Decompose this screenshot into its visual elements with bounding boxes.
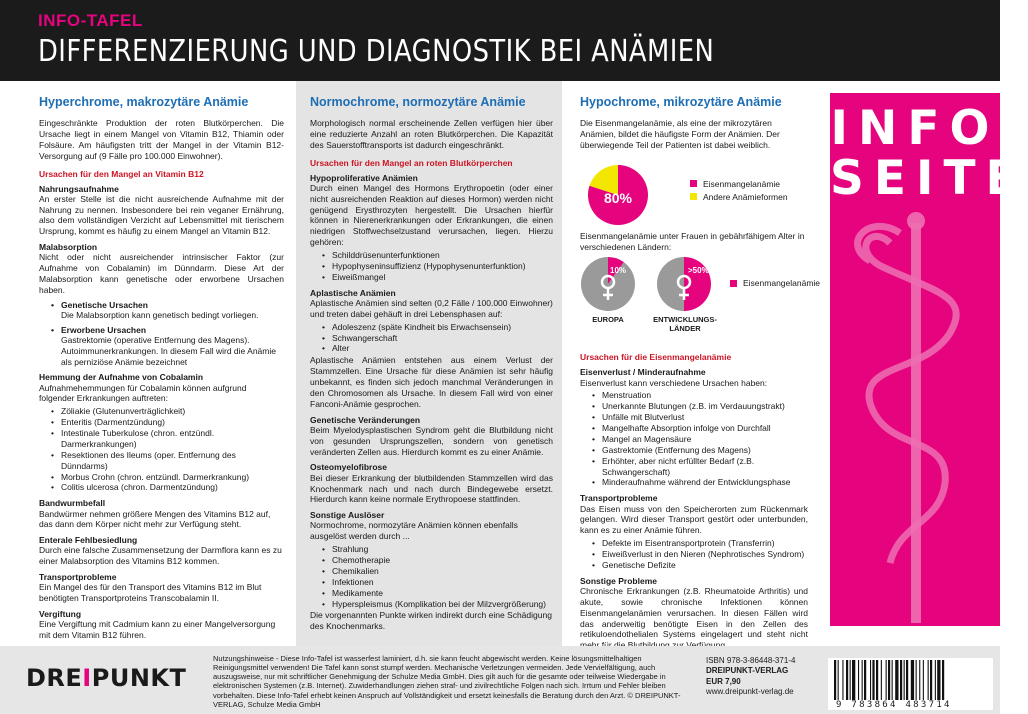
causes-heading: Ursachen für den Mangel an roten Blutkörperchen (310, 157, 513, 168)
info-title-line2: SEITE (830, 151, 1028, 206)
paragraph: Durch einen Mangel des Hormons Erythropoetin (oder einer nicht ausreichenden Reaktion auf dieses Hormon) werden nicht genügend Erysthrozyten hergestellt. Die Ursachen hierfür können in Nierenerkrankungen oder Erkrankungen, die einen niedrigen Stoffwechselzustand verursachen, liegen. Hierzu gehören: (310, 182, 553, 248)
paragraph: Bandwürmer nehmen größere Mengen des Vitamins B12 auf, das dann dem Körper nicht mehr zur Verfügung steht. (39, 508, 271, 530)
barcode-bar (911, 660, 914, 700)
donut-pct: 10% (610, 266, 627, 276)
barcode-bar (930, 660, 932, 700)
barcode-bar (919, 660, 920, 700)
barcode-bar (892, 660, 893, 700)
paragraph: Chronische Erkrankungen (z.B. Rheumatoide Arthritis) und akute, sowie chronische Infektionen können Eisenmangelanämien verursachen. In diesen Fällen wird das anderweitig benötigte Eisen in den Zellen des retikuloendothelialen Systems eingelagert und steht nicht (580, 585, 808, 640)
barcode-bar (862, 660, 863, 700)
paragraph: Beim Myelodysplastischen Syndrom geht die Blutbildung nicht von gesunden Ursprungszellen, sondern von genetisch veränderten Zellen aus. Hierdurch kommt es zu einer Anämie. (310, 424, 553, 457)
barcode-bar (928, 660, 929, 700)
transport-list (580, 538, 808, 571)
list-item: • Chemotherapie (322, 555, 553, 566)
legend-swatch (730, 280, 737, 287)
section-title: Hyperchrome, makrozytäre Anämie (39, 95, 249, 109)
list-item: • Erhöhter, aber nicht erfüllter Bedarf (z.B. Schwangerschaft) (592, 456, 808, 478)
list-item: • Unfälle mit Blutverlust (592, 412, 808, 423)
subheading: Vergiftung (39, 609, 82, 620)
donut-label: ENTWICKLUNGS-LÄNDER (653, 315, 717, 333)
barcode-bar (864, 660, 866, 700)
subheading: Genetische Veränderungen (310, 414, 421, 425)
paragraph: Aplastische Anämien sind selten (0,2 Fälle / 100.000 Einwohner) und treten dabei gehäuft in drei Lebensphasen auf: (310, 297, 553, 319)
paragraph: Aplastische Anämien entstehen aus einem Verlust der Stammzellen. Eine Ursache für diese Anämien ist sehr häufig unbekannt, es finden sich jedoch manchmal Veränderungen in den Chromosomen als Ursache. In diesem Fall wird von einer Fanconi-Anämie gesprochen. (310, 355, 553, 409)
hemmung-list (39, 406, 284, 493)
list-item: • Mangel an Magensäure (592, 434, 808, 445)
paragraph: Nicht oder nicht ausreichender intrinsischer Faktor (zur Aufnahme von Cobalamin) im Dünndarm. Diese Art der Malabsorption kann genetische oder erworbene Ursachen haben. (39, 252, 284, 295)
list-item: • Adoleszenz (späte Kindheit bis Erwachsensein) (322, 322, 553, 333)
publisher-name: DREIPUNKT-VERLAG (706, 666, 789, 676)
list-item: • Hypophyseninsuffizienz (Hypophysenunterfunktion) (322, 261, 553, 272)
barcode-bar (888, 660, 890, 700)
barcode-bar (895, 660, 898, 700)
paragraph: Die vorgenannten Punkte wirken indirekt durch eine Schädigung des Knochenmarks. (310, 610, 552, 632)
logo-suffix: PUNKT (91, 664, 187, 692)
barcode-bar (942, 660, 944, 700)
donut-chart-europa (580, 256, 636, 312)
list-item: • Resektionen des Ileums (oper. Entfernung des Dünndarms) (51, 450, 284, 472)
legend-item (690, 179, 780, 189)
barcode-bar (881, 660, 882, 700)
barcode-bar (937, 660, 940, 700)
subheading: Sonstige Auslöser (310, 510, 385, 521)
country-charts (580, 256, 821, 350)
header (0, 0, 1000, 81)
list-item: • Menstruation (592, 390, 808, 401)
hypo-list (310, 250, 553, 283)
list-item: • Eiweißmangel (322, 272, 553, 283)
info-seite-box (830, 93, 1028, 626)
pie-chart-anemia (580, 159, 808, 231)
list-item: • Schilddrüsenunterfunktionen (322, 250, 553, 261)
subheading: Eisenverlust / Minderaufnahme (580, 367, 706, 378)
column-normochrome (296, 81, 562, 646)
paragraph: Die Malabsorption kann genetisch bedingt vorliegen. (61, 309, 259, 320)
intro-text: Die Eisenmangelanämie, als eine der mikrozytären Anämien, bildet die häufigste Form der Anämien. Der überwiegende Teil der Patienten ist dabei weiblich. (580, 118, 780, 150)
paragraph: Eisenverlust kann verschiedene Ursachen haben: (580, 377, 768, 388)
donut-label: EUROPA (592, 315, 624, 325)
section-title: Hypochrome, mikrozytäre Anämie (580, 95, 782, 109)
aplast-list (310, 322, 553, 355)
intro-text: Morphologisch normal erscheinende Zellen verfügen hier über eine reduzierte Anzahl an roten Blutkörperchen. Die Kapazität des Sauerstofftransports ist dadurch eingeschränkt. (310, 118, 553, 150)
logo-accent: I (82, 664, 92, 692)
intro-text: Eingeschränkte Produktion der roten Blutkörperchen. Die Ursache liegt in einem Mangel von Vitamin B12, Thiamin oder Folsäure. Am häufigsten tritt der Mangel in der Vitamin B12-Versorgung auf (9 Fälle pro 100.000 Einwohner). (39, 118, 284, 161)
column-hyperchrome (0, 81, 296, 646)
list-item: • Infektionen (322, 577, 553, 588)
barcode-bar (872, 660, 874, 700)
usage-notice: Nutzungshinweise - Diese Info-Tafel ist wasserfest laminiert, d.h. sie kann feucht abgewischt werden. Keine lösungsmittelhaltigen Reinigungsmittel verwenden! Die Tafel kann sonst stumpf werden. Mechanische Verletzungen vermeiden. Jede Vervielfältigung, auch auszugsweise, nur mit schriftlicher Genehmigung der Schulze Media GmbH. Dies gilt auch für die gesamte oder teilweise Wiedergabe in elektronischen Systemen (z.B. Internet). Zuwiderhandlungen ziehen straf- und zivilrechtliche Folgen nach sich. Irrtum und Fehler bleiben vorbehalten. Diese Info-Tafel erhebt keinen Anspruch auf Vollständigkeit und ersetzt keinesfalls die Beratung durch den Arzt. © DREIPUNKT-VERLAG, Schulze Media GmbH (213, 654, 681, 709)
barcode-bar (858, 660, 859, 700)
logo-prefix: DRE (26, 664, 83, 692)
paragraph: An erster Stelle ist die nicht ausreichende Aufnahme mit der Nahrung zu nennen. Insbesondere bei rein veganer Ernährung, also dem vollständigen Verzicht auf Lebensmittel mit tierischem Ursprung, kommt es häufig zu einem Mangel an Vitamin B12. (39, 193, 284, 237)
list-item: • Alter (322, 343, 553, 354)
list-item: • Schwangerschaft (322, 333, 553, 344)
barcode-bar (834, 660, 836, 700)
barcode-bar (842, 660, 843, 700)
legend-label: Eisenmangelanämie (743, 278, 821, 289)
subheading: Hypoproliferative Anämien (310, 172, 418, 183)
column-hypochrome (562, 81, 821, 646)
list-item: • Enteritis (Darmentzündung) (51, 417, 284, 428)
legend-item (730, 278, 820, 288)
footer (0, 646, 1000, 714)
barcode-bar (904, 660, 905, 700)
list-item: • Minderaufnahme während der Entwicklungsphase (592, 477, 808, 488)
barcode-bar (852, 660, 855, 700)
list-item: • Strahlung (322, 544, 553, 555)
header-kicker: INFO-TAFEL (38, 11, 143, 30)
legend-swatch (690, 180, 697, 187)
subheading: Enterale Fehlbesiedlung (39, 535, 138, 546)
list-item: • Zöliakie (Glutenunverträglichkeit) (51, 406, 284, 417)
paragraph: Durch eine falsche Zusammensetzung der Darmflora kann es zu einer Malabsorption des Vitamins B12 kommen. (39, 545, 282, 567)
paragraph: Ein Mangel des für den Transport des Vitamins B12 im Blut benötigten Transportproteins Transcobalamin II. (39, 582, 262, 604)
list-item: • Morbus Crohn (chron. entzündl. Darmerkrankung) (51, 472, 284, 483)
list-item: • Eiweißverlust in den Nieren (Nephrotisches Syndrom) (592, 549, 808, 560)
subheading: Hemmung der Aufnahme von Cobalamin (39, 372, 204, 383)
pie-label: 80% (603, 189, 633, 206)
genetic-causes (39, 300, 284, 321)
barcode-bar (870, 660, 871, 700)
dreipunkt-logo (26, 664, 186, 692)
barcode-bar (846, 660, 848, 700)
list-item: • Colitis ulcerosa (chron. Darmentzündung) (51, 482, 284, 493)
pie-slice-sonstige (657, 257, 684, 311)
publisher-url: www.dreipunkt-verlag.de (706, 687, 794, 697)
barcode-digits: 9 783864 483714 (836, 700, 952, 710)
pie-chart-svg (588, 159, 668, 231)
legend-label: Eisenmangelanämie (703, 178, 781, 189)
legend-label: Andere Anämieformen (703, 191, 788, 202)
list-item: • Genetische Defizite (592, 560, 808, 571)
paragraph: Normochrome, normozytäre Anämien können ebenfalls ausgelöst werden durch ... (310, 520, 518, 542)
acquired-causes (39, 325, 284, 368)
isbn: ISBN 978-3-86448-371-4 (706, 656, 796, 665)
barcode-bar (876, 660, 878, 700)
pie-slice-sonstige (581, 257, 635, 311)
subheading: Transportprobleme (39, 572, 117, 583)
paragraph: Bei dieser Erkrankung der blutbildenden Stammzellen wird das Knochenmark nach und nach durch Bindegewebe ersetzt. Hierdurch kann keine normale Erythropoese stattfinden. (310, 472, 553, 505)
subheading: Transportprobleme (580, 493, 658, 504)
subheading: Aplastische Anämien (310, 287, 396, 298)
section-title: Normochrome, normozytäre Anämie (310, 95, 526, 109)
causes-heading: Ursachen für den Mangel an Vitamin B12 (39, 168, 204, 179)
legend-item (690, 192, 788, 202)
donut-chart-entwicklungslaender (656, 256, 712, 312)
donut-pct: >50% (688, 266, 709, 276)
barcode-bar (838, 660, 839, 700)
list-item: • Defekte im Eisentransportprotein (Transferrin) (592, 538, 808, 549)
list-item: • Medikamente (322, 588, 553, 599)
bullet-heading: • Erworbene Ursachen (51, 325, 284, 335)
subheading: Osteomyelofibrose (310, 462, 387, 473)
barcode-bar (935, 660, 936, 700)
paragraph: Aufnahmehemmungen für Cobalamin können aufgrund folgender Erkrankungen auftreten: (39, 382, 247, 404)
list-item: • Chemikalien (322, 566, 553, 577)
donut-intro: Eisenmangelanämie unter Frauen in gebährfähigem Alter in verschiedenen Ländern: (580, 230, 805, 252)
barcode-bar (916, 660, 917, 700)
list-item: • Mangelhafte Absorption infolge von Durchfall (592, 423, 808, 434)
bullet-heading: • Genetische Ursachen (51, 300, 284, 310)
barcode-bar (850, 660, 851, 700)
info-title-line1: INFO (830, 101, 1000, 156)
legend-swatch (690, 193, 697, 200)
paragraph: Eine Vergiftung mit Cadmium kann zu einer Mangelversorgung mit dem Vitamin B12 führen. (39, 619, 276, 641)
barcode-bar (923, 660, 924, 700)
barcode-bar (900, 660, 902, 700)
verlust-list (580, 390, 808, 488)
subheading: Nahrungsaufnahme (39, 183, 119, 194)
causes-heading: Ursachen für die Eisenmangelanämie (580, 352, 732, 363)
page-title: DIFFERENZIERUNG UND DIAGNOSTIK BEI ANÄMIEN (38, 34, 715, 69)
sonst-list (310, 544, 553, 609)
list-item: • Gastrektomie (Entfernung des Magens) (592, 445, 808, 456)
paragraph: Gastrektomie (operative Entfernung des Magens). Autoimmunerkrankungen. In diesem Fall wird die Anämie als perniziöse Anämie bezeichnet (61, 334, 276, 367)
price: EUR 7,90 (706, 676, 741, 686)
subheading: Sonstige Probleme (580, 575, 657, 586)
list-item: • Hyperspleismus (Komplikation bei der Milzvergrößerung) (322, 599, 553, 610)
publisher-info (706, 656, 795, 698)
paragraph: Das Eisen muss von den Speicherorten zum Rückenmark gelangen. Wird dieser Transport gestört oder unterbunden, kann es zu einer Anämie führen. (580, 503, 808, 536)
subheading: Bandwurmbefall (39, 498, 106, 509)
subheading: Malabsorption (39, 242, 98, 253)
list-item: • Unerkannte Blutungen (z.B. im Verdauungstrakt) (592, 401, 808, 412)
barcode-bar (886, 660, 887, 700)
barcode-bar (906, 660, 908, 700)
list-item: • Intestinale Tuberkulose (chron. entzündl. Darmerkrankungen) (51, 428, 284, 450)
